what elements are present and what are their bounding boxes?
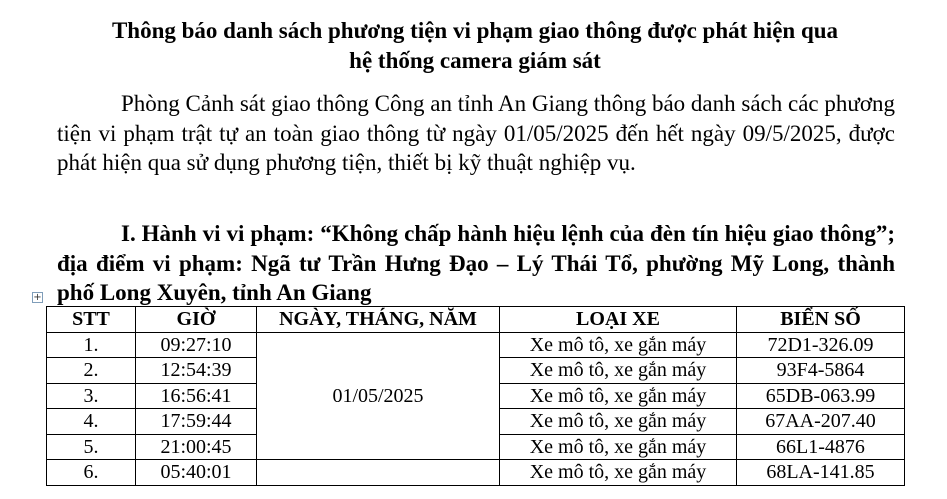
cell-stt: 4.	[47, 409, 136, 435]
intro-paragraph	[57, 89, 895, 178]
cell-time: 21:00:45	[136, 434, 257, 460]
cell-plate: 67AA-207.40	[737, 409, 905, 435]
cell-stt: 2.	[47, 358, 136, 384]
table-header-row	[47, 307, 905, 333]
cell-vehicle-type: Xe mô tô, xe gắn máy	[500, 358, 737, 384]
cell-time: 16:56:41	[136, 383, 257, 409]
cell-plate: 66L1-4876	[737, 434, 905, 460]
document-title	[40, 16, 910, 76]
cell-stt: 6.	[47, 460, 136, 486]
header-time: GIỜ	[136, 307, 257, 333]
cell-vehicle-type: Xe mô tô, xe gắn máy	[500, 383, 737, 409]
title-line-1: Thông báo danh sách phương tiện vi phạm giao thông được phát hiện qua	[111, 18, 839, 43]
cell-vehicle-type: Xe mô tô, xe gắn máy	[500, 409, 737, 435]
cell-plate: 72D1-326.09	[737, 332, 905, 358]
header-plate: BIỂN SỐ	[737, 307, 905, 333]
cell-stt: 3.	[47, 383, 136, 409]
header-vehicle-type: LOẠI XE	[500, 307, 737, 333]
cell-date	[257, 460, 500, 486]
cell-time: 05:40:01	[136, 460, 257, 486]
header-stt: STT	[47, 307, 136, 333]
header-date: NGÀY, THÁNG, NĂM	[257, 307, 500, 333]
cell-plate: 68LA-141.85	[737, 460, 905, 486]
cell-plate: 93F4-5864	[737, 358, 905, 384]
cell-plate: 65DB-063.99	[737, 383, 905, 409]
intro-text: Phòng Cảnh sát giao thông Công an tỉnh An Giang thông báo danh sách các phương tiện vi phạm trật tự an toàn giao thông từ ngày 01/05/2025 đến hết ngày 09/5/2025, được phát hiện qua sử dụng phương tiện, thiết bị kỹ thuật nghiệp vụ.	[57, 91, 895, 175]
cell-time: 17:59:44	[136, 409, 257, 435]
section-heading-text: I. Hành vi vi phạm: “Không chấp hành hiệu lệnh của đèn tín hiệu giao thông”; địa điểm vi phạm: Ngã tư Trần Hưng Đạo – Lý Thái Tổ, phường Mỹ Long, thành phố Long Xuyên, tỉnh An Giang	[57, 221, 895, 305]
cell-stt: 1.	[47, 332, 136, 358]
cell-date: 01/05/2025	[257, 332, 500, 460]
title-line-2: hệ thống camera giám sát	[349, 48, 601, 73]
cell-vehicle-type: Xe mô tô, xe gắn máy	[500, 332, 737, 358]
violations-table	[46, 306, 905, 486]
table-move-handle-icon[interactable]: +	[33, 292, 42, 303]
cell-vehicle-type: Xe mô tô, xe gắn máy	[500, 434, 737, 460]
cell-time: 12:54:39	[136, 358, 257, 384]
cell-vehicle-type: Xe mô tô, xe gắn máy	[500, 460, 737, 486]
table-row	[47, 332, 905, 358]
cell-time: 09:27:10	[136, 332, 257, 358]
section-heading	[57, 219, 895, 308]
cell-stt: 5.	[47, 434, 136, 460]
table-row	[47, 460, 905, 486]
